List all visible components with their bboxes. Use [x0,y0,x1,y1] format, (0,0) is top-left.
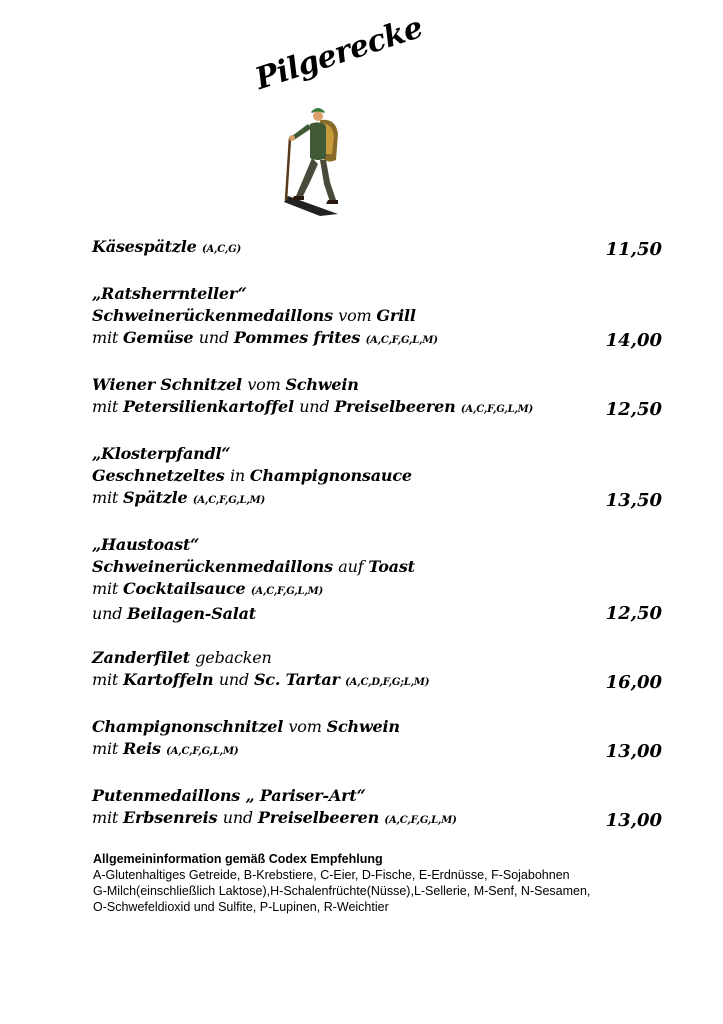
allergen-codes: (A,C,F,G,L,M) [166,746,239,757]
menu-item-text: vom [247,375,286,394]
allergen-info [93,851,673,915]
menu-item-text: mit [92,579,124,598]
menu-item-price: 13,00 [605,810,662,831]
menu-item-line [92,236,662,261]
hiker-illustration [280,104,344,216]
allergen-info-heading: Allgemeininformation gemäß Codex Empfehlung [93,852,383,866]
menu-item [92,236,662,261]
menu-item-text: Sc. Tartar [253,670,346,689]
menu-item-line [92,534,662,556]
menu-item-text: Geschnetzeltes [92,466,230,485]
menu-item-text: „Klosterpfandl“ [92,444,231,463]
menu-item-text: Pommes frites [233,328,366,347]
menu-item-line [92,807,662,832]
menu-item [92,374,662,421]
allergen-info-line: A-Glutenhaltiges Getreide, B-Krebstiere, C-Eier, D-Fische, E-Erdnüsse, F-Sojabohnen [93,868,570,882]
menu-item-text: Gemüse [123,328,199,347]
menu-item-text: mit [92,670,124,689]
allergen-codes: (A,C,F,G,L,M) [460,404,534,415]
menu-item-price: 13,50 [605,490,662,511]
menu-item-price: 12,50 [605,399,662,420]
menu-item-text: Reis [123,739,167,758]
menu-item-text: und [198,328,234,347]
menu-item-text: „Haustoast“ [92,535,200,554]
menu-list [92,236,662,854]
menu-item-text: Erbsenreis [123,808,223,827]
allergen-codes: (A,C,F,G,L,M) [192,495,266,506]
menu-item-text: auf [338,557,369,576]
menu-item-price: 11,50 [605,239,662,260]
menu-item-text: Putenmedaillons „ Pariser-Art“ [92,786,366,805]
menu-item-price: 12,50 [605,603,662,624]
menu-item-text: Schwein [285,375,359,394]
page-title: Pilgerecke [251,10,427,97]
menu-item-text: „Ratsherrnteller“ [92,284,247,303]
allergen-codes: (A,C,F,G,L,M) [250,586,324,597]
menu-item-line [92,785,662,807]
menu-item-text: Petersilienkartoffel [123,397,300,416]
menu-item-line [92,305,662,327]
menu-item-price: 13,00 [605,741,662,762]
menu-item-text: mit [92,328,124,347]
menu-item-text: und [299,397,335,416]
menu-item-line [92,738,662,763]
menu-item-line [92,374,662,396]
menu-item-text: Cocktailsauce [123,579,251,598]
menu-item-text: Zanderfilet [92,648,196,667]
menu-item-text: Spätzle [123,488,193,507]
menu-item-line [92,283,662,305]
menu-item-text: Beilagen-Salat [127,604,256,623]
menu-item-text: Toast [368,557,415,576]
menu-item-line [92,647,662,669]
menu-item [92,283,662,352]
allergen-codes: (A,C,D,F,G;L,M) [345,677,430,688]
allergen-info-line: O-Schwefeldioxid und Sulfite, P-Lupinen, R-Weichtier [93,900,389,914]
menu-item-text: und [222,808,258,827]
menu-item-text: Champignonschnitzel [92,717,289,736]
menu-item-text: mit [92,739,124,758]
menu-item-text: Preiselbeeren [334,397,461,416]
menu-item-text: vom [338,306,377,325]
menu-item-text: Schwein [326,717,400,736]
menu-item [92,785,662,832]
menu-item-text: mit [92,808,124,827]
menu-item-text: gebacken [195,648,272,667]
menu-item-line [92,716,662,738]
menu-item-text: Schweinerückenmedaillons [92,557,339,576]
menu-item [92,647,662,694]
menu-item-text: Preiselbeeren [257,808,385,827]
menu-item-line [92,443,662,465]
menu-item-text: mit [92,488,124,507]
menu-item-line [92,556,662,578]
menu-item-text: Grill [376,306,416,325]
menu-item-text: Champignonsauce [249,466,412,485]
allergen-info-line: G-Milch(einschließlich Laktose),H-Schalenfrüchte(Nüsse),L-Sellerie, M-Senf, N-Sesamen, [93,884,591,898]
menu-item-text: Kartoffeln [123,670,219,689]
menu-item-text: mit [92,397,124,416]
menu-item-text: Schweinerückenmedaillons [92,306,339,325]
allergen-codes: (A,C,F,G,L,M) [384,815,457,826]
menu-item [92,443,662,512]
menu-item-line [92,669,662,694]
menu-item-line [92,603,662,625]
allergen-codes: (A,C,F,G,L,M) [365,335,438,346]
menu-item-price: 16,00 [605,672,662,693]
menu-item-text: vom [288,717,327,736]
menu-item-text: Wiener Schnitzel [92,375,248,394]
menu-item-line [92,578,662,603]
menu-item-text: in [229,466,250,485]
menu-item-line [92,465,662,487]
allergen-codes: (A,C,G) [201,244,242,255]
menu-item-text: und [218,670,254,689]
menu-item-price: 14,00 [605,330,662,351]
menu-item-text: und [92,604,128,623]
menu-item-line [92,327,662,352]
menu-item-line [92,487,662,512]
menu-item [92,534,662,625]
menu-item [92,716,662,763]
menu-item-text: Käsespätzle [92,237,202,256]
menu-item-line [92,396,662,421]
